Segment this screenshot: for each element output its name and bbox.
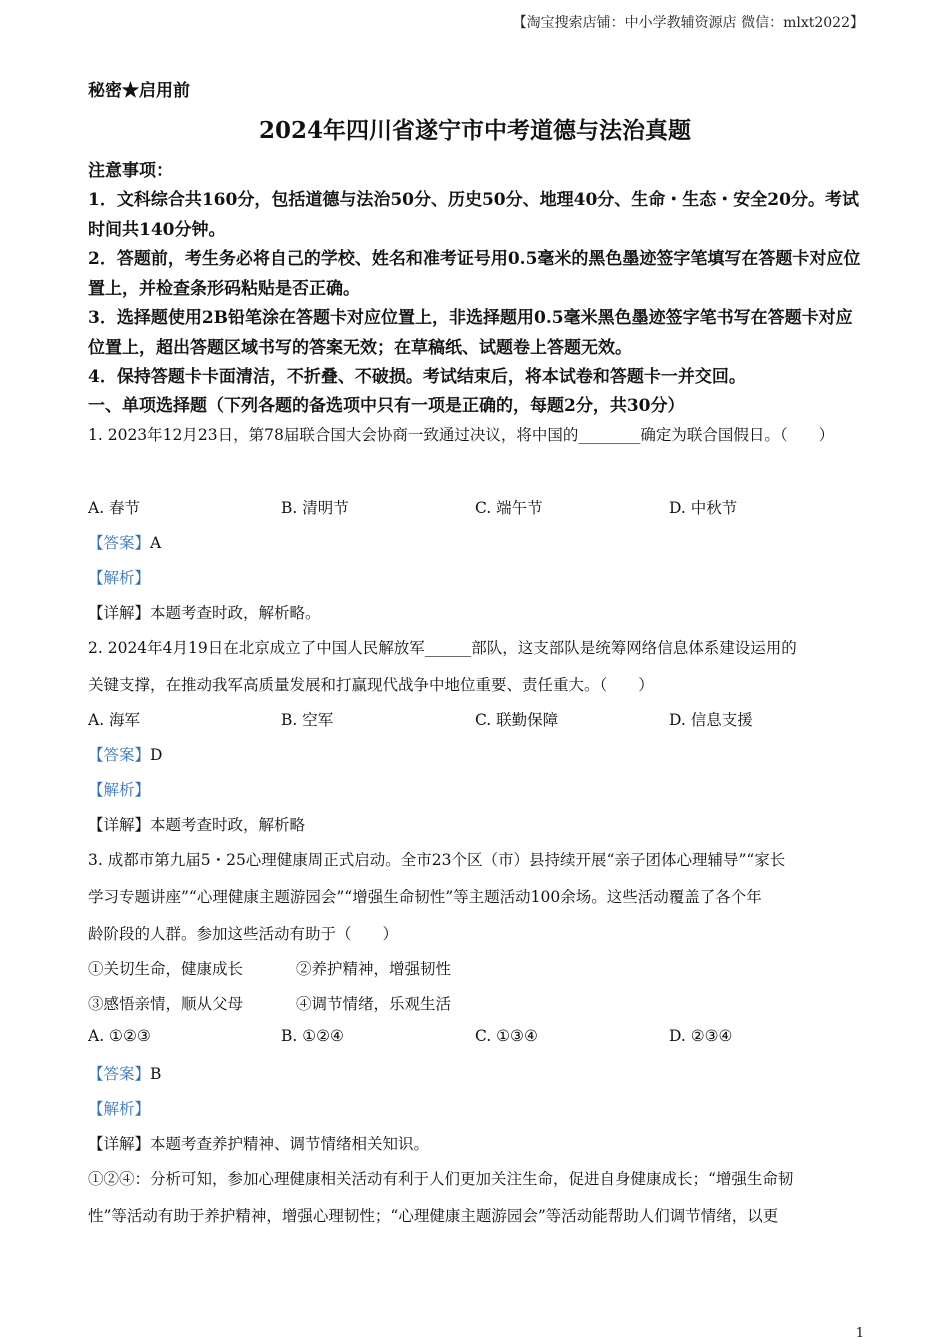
q1-detail [88,601,868,623]
q2-detail [88,813,868,835]
question-2-stem-line-2: 关键支撑，在推动我军高质量发展和打赢现代战争中地位重要、责任重大。（ ） [88,676,654,694]
question-2-stem-line-1: 2. 2024年4月19日在北京成立了中国人民解放军______部队，这支部队是统筹网络信息体系建设运用的 [88,639,797,657]
question-3-stem-line-1: 3. 成都市第九届5・25心理健康周正式启动。全市23个区（市）县持续开展“亲子团体心理辅导”“家长 [88,851,786,869]
page-number: 1 [855,1326,864,1341]
q3-detail [88,1132,868,1154]
question-3-stem-line-3: 龄阶段的人群。参加这些活动有助于（ ） [88,925,399,943]
notice-heading: 注意事项： [88,161,173,181]
question-1-stem: 1. 2023年12月23日，第78届联合国大会协商一致通过决议，将中国的________确定为联合国假日。（ ） [88,426,835,444]
section-heading: 一、单项选择题（下列各题的备选项中只有一项是正确的，每题2分，共30分） [88,396,685,416]
answer-value: B [150,1065,162,1083]
header-note: 【淘宝搜索店铺：中小学教辅资源店 微信：mlxt2022】 [512,15,864,31]
q1-answer [88,531,868,553]
q3-analysis-tag: 【解析】 [88,1100,151,1118]
q2-answer [88,743,868,765]
q1-option-c: C. 端午节 [475,499,543,517]
q3-choice-4: ④调节情绪，乐观生活 [296,995,452,1013]
q3-choice-2: ②养护精神，增强韧性 [296,960,452,978]
notice-item-2: 2．答题前，考生务必将自己的学校、姓名和准考证号用0.5毫米的黑色墨迹签字笔填写在答题卡对应位置上，并检查条形码粘贴是否正确。 [88,249,861,299]
q2-option-a: A. 海军 [88,711,141,729]
detail-tag: 【详解】 [88,816,151,834]
q2-option-c: C. 联勤保障 [475,711,559,729]
q1-option-a: A. 春节 [88,499,141,517]
detail-text: 本题考查时政，解析略。 [150,604,321,622]
answer-tag: 【答案】 [88,746,151,764]
answer-tag: 【答案】 [88,534,151,552]
detail-text: 本题考查时政，解析略 [150,816,306,834]
notice-item-3: 3．选择题使用2B铅笔涂在答题卡对应位置上，非选择题用0.5毫米黑色墨迹签字笔书写在答题卡对应位置上，超出答题区域书写的答案无效；在草稿纸、试题卷上答题无效。 [88,308,853,358]
answer-value: D [150,746,163,764]
q1-option-b: B. 清明节 [281,499,349,517]
q3-option-d: D. ②③④ [669,1027,733,1045]
q3-answer [88,1062,868,1084]
notice-item-1: 1．文科综合共160分，包括道德与法治50分、历史50分、地理40分、生命・生态・安全20分。考试时间共140分钟。 [88,190,859,240]
q2-option-b: B. 空军 [281,711,334,729]
q2-option-d: D. 信息支援 [669,711,753,729]
answer-tag: 【答案】 [88,1065,151,1083]
answer-value: A [150,534,162,552]
q1-analysis-tag: 【解析】 [88,569,151,587]
detail-text: 本题考查养护精神、调节情绪相关知识。 [150,1135,430,1153]
q3-option-a: A. ①②③ [88,1027,151,1045]
detail-tag: 【详解】 [88,1135,151,1153]
q3-choice-3: ③感悟亲情，顺从父母 [88,995,244,1013]
q3-option-b: B. ①②④ [281,1027,344,1045]
secret-label: 秘密★启用前 [88,81,190,101]
q3-choice-1: ①关切生命，健康成长 [88,960,244,978]
q3-option-c: C. ①③④ [475,1027,538,1045]
q3-explain-line-2: 性”等活动有助于养护精神，增强心理韧性；“心理健康主题游园会”等活动能帮助人们调节情绪，以更 [88,1207,779,1225]
question-3-stem-line-2: 学习专题讲座”“心理健康主题游园会”“增强生命韧性”等主题活动100余场。这些活动覆盖了各个年 [88,888,762,906]
detail-tag: 【详解】 [88,604,151,622]
q1-option-d: D. 中秋节 [669,499,738,517]
page-title: 2024年四川省遂宁市中考道德与法治真题 [258,117,691,144]
q2-analysis-tag: 【解析】 [88,781,151,799]
notice-item-4: 4．保持答题卡卡面清洁，不折叠、不破损。考试结束后，将本试卷和答题卡一并交回。 [88,367,746,387]
q3-explain-line-1: ①②④：分析可知，参加心理健康相关活动有利于人们更加关注生命，促进自身健康成长；“增强生命韧 [88,1170,794,1188]
